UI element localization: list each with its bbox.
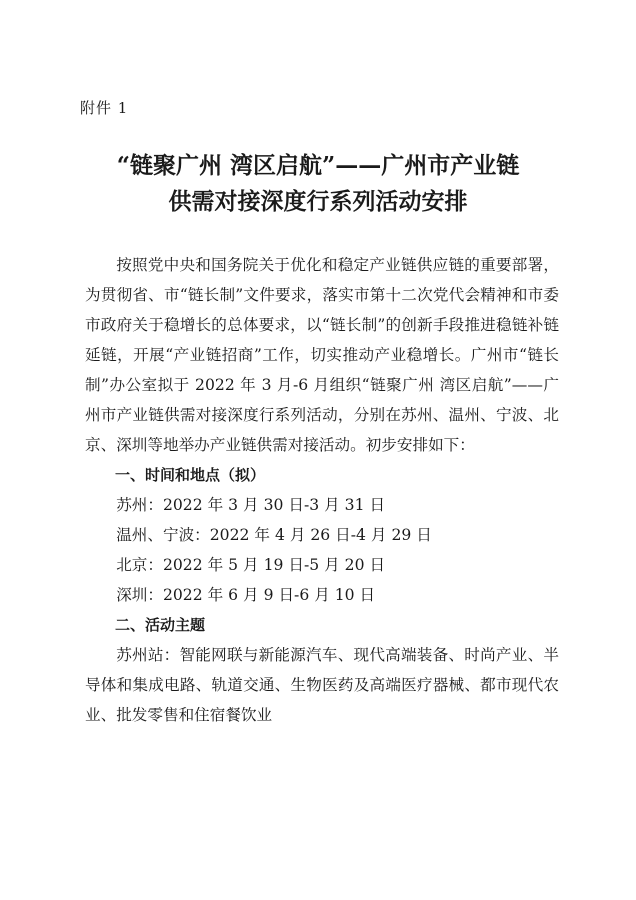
document-body [85, 250, 559, 730]
schedule-item-suzhou: 苏州：2022 年 3 月 30 日-3 月 31 日 [116, 496, 386, 514]
schedule-item-shenzhen: 深圳：2022 年 6 月 9 日-6 月 10 日 [116, 586, 376, 604]
document-title [60, 148, 576, 220]
section-heading-time-location: 一、时间和地点（拟） [115, 466, 266, 484]
schedule-item-beijing: 北京：2022 年 5 月 19 日-5 月 20 日 [116, 556, 386, 574]
theme-paragraph-suzhou: 苏州站：智能网联与新能源汽车、现代高端装备、时尚产业、半导体和集成电路、轨道交通、生物医药及高端医疗器械、都市现代农业、批发零售和住宿餐饮业 [85, 646, 559, 724]
section-heading-theme: 二、活动主题 [115, 616, 206, 634]
annex-label: 附件 1 [80, 99, 129, 117]
title-line-1: “链聚广州 湾区启航”——广州市产业链 [116, 152, 520, 179]
title-line-2: 供需对接深度行系列活动安排 [168, 188, 468, 215]
intro-paragraph: 按照党中央和国务院关于优化和稳定产业链供应链的重要部署，为贯彻省、市“链长制”文件要求，落实市第十二次党代会精神和市委市政府关于稳增长的总体要求，以“链长制”的创新手段推进稳链补链延链，开展“产业链招商”工作，切实推动产业稳增长。广州市“链长制”办公室拟于 2022 年 3 月-6 月组织“链聚广州 湾区启航”——广州市产业链供需对接深度行系列活动，分别在苏州、温州、宁波、北京、深圳等地举办产业链供需对接活动。初步安排如下： [85, 256, 559, 454]
schedule-item-wenzhou-ningbo: 温州、宁波：2022 年 4 月 26 日-4 月 29 日 [116, 526, 432, 544]
